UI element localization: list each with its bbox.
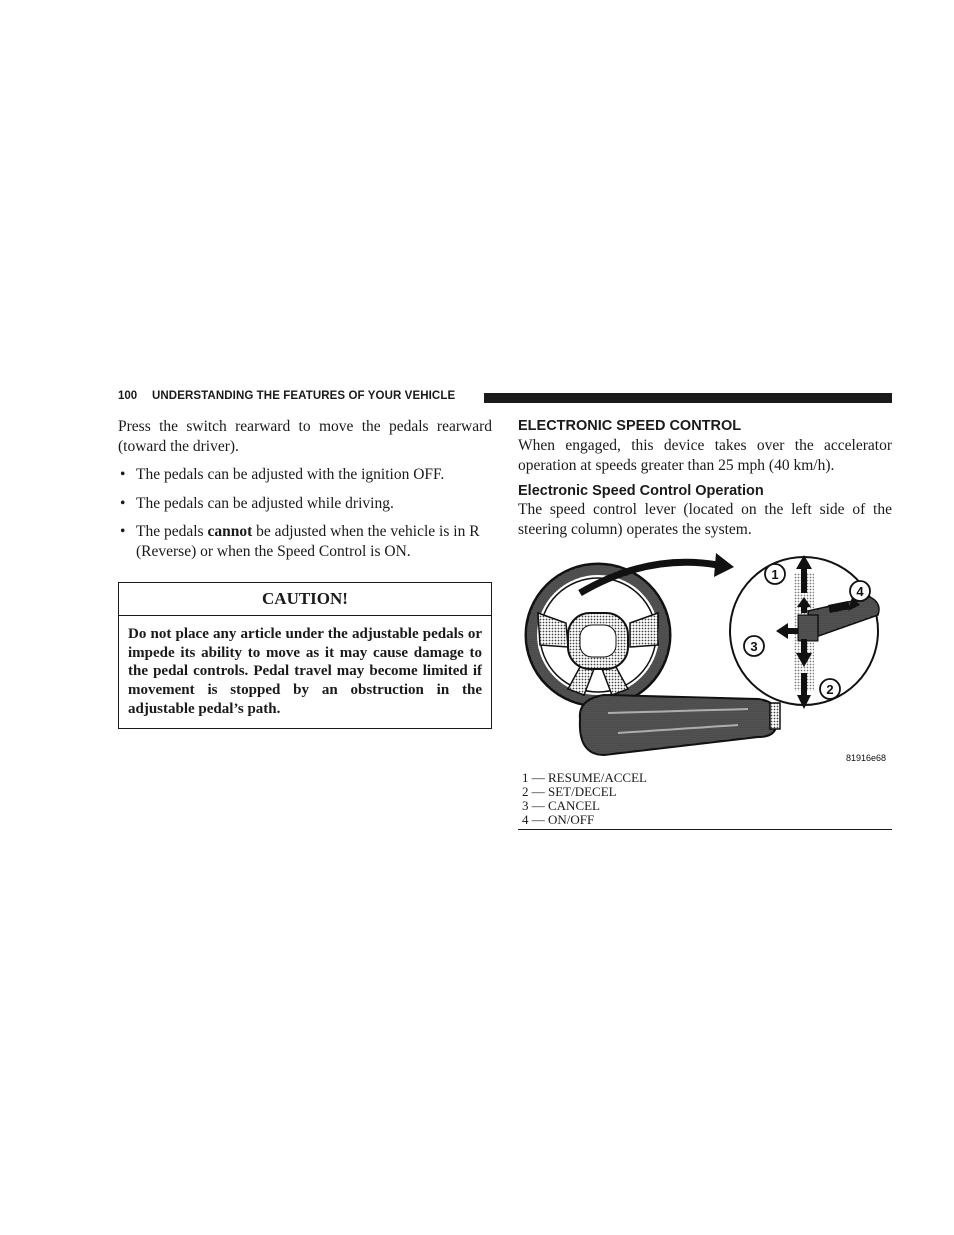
page-header (118, 388, 892, 406)
svg-text:1: 1 (771, 567, 779, 582)
left-column (118, 417, 492, 729)
figure-code: 81916e68 (845, 753, 886, 763)
caution-title: CAUTION! (119, 583, 491, 616)
lever-detail-circle (730, 555, 879, 709)
arrow-icon (714, 553, 734, 577)
speed-control-lever-icon (580, 695, 780, 755)
callout-1 (765, 564, 785, 584)
figure-legend (518, 771, 892, 830)
svg-text:3: 3 (750, 639, 758, 654)
right-column (518, 417, 892, 830)
running-title: UNDERSTANDING THE FEATURES OF YOUR VEHICLE (152, 390, 456, 402)
svg-text:2: 2 (826, 682, 834, 697)
bullet-icon: • (120, 523, 126, 540)
legend-item: 2 — SET/DECEL (522, 784, 617, 799)
intro-paragraph: Press the switch rearward to move the pedals rearward (toward the driver). (118, 418, 492, 455)
list-item: • The pedals cannot be adjusted when the vehicle is in R (Reverse) or when the Speed Control is ON. (120, 523, 480, 560)
bullet-icon: • (120, 494, 126, 512)
section-paragraph: When engaged, this device takes over the accelerator operation at speeds greater than 25 mph (40 km/h). (518, 437, 892, 474)
caution-box (118, 582, 492, 729)
bullet-icon: • (120, 466, 126, 483)
legend-item: 3 — CANCEL (522, 798, 600, 813)
emphasis-cannot: cannot (207, 523, 253, 540)
header-rule-bar (484, 393, 892, 403)
callout-2 (820, 679, 840, 699)
list-item: • The pedals can be adjusted while driving. (120, 494, 394, 512)
section-title: ELECTRONIC SPEED CONTROL (518, 418, 742, 434)
bullet-list (118, 465, 492, 561)
callout-4 (850, 581, 870, 601)
speed-control-figure (518, 549, 892, 769)
list-item: • The pedals can be adjusted with the ignition OFF. (120, 466, 445, 483)
callout-3 (744, 636, 764, 656)
svg-text:4: 4 (856, 584, 864, 599)
subsection-title: Electronic Speed Control Operation (518, 483, 764, 499)
speed-control-illustration (518, 549, 892, 769)
subsection-paragraph: The speed control lever (located on the left side of the steering column) operates the system. (518, 501, 892, 538)
legend-item: 4 — ON/OFF (522, 812, 595, 827)
page-number: 100 (118, 390, 138, 402)
legend-item: 1 — RESUME/ACCEL (522, 770, 647, 785)
caution-text: Do not place any article under the adjustable pedals or impede its ability to move as it may cause damage to the pedal controls. Pedal travel may become limited if movement is stopped by an obstruction in the adjustable pedal’s path. (128, 626, 482, 717)
